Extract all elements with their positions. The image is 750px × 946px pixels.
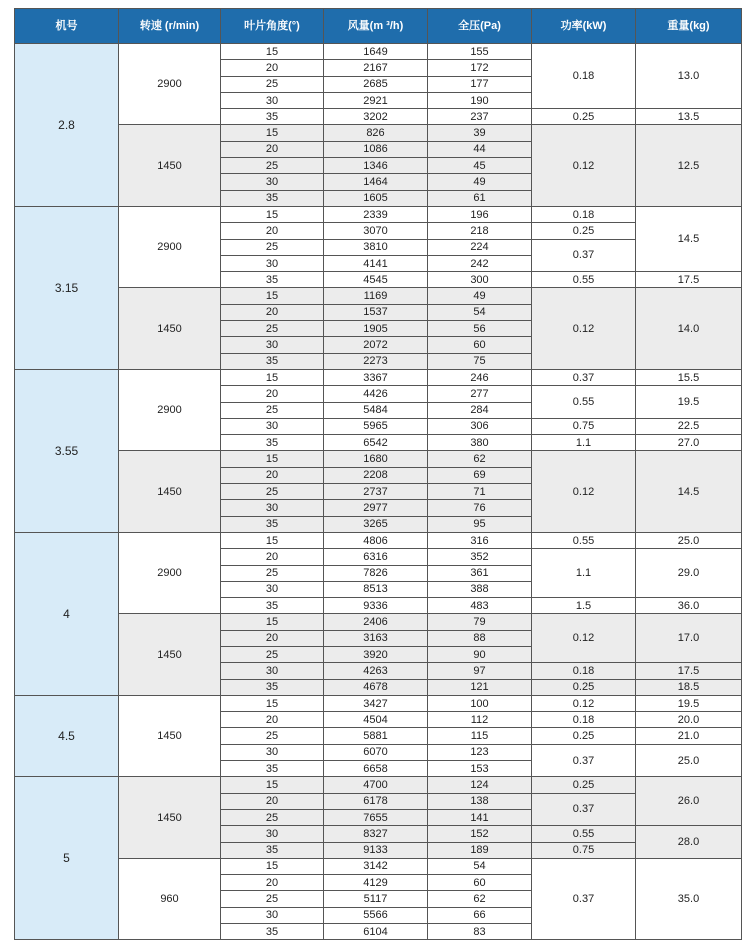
pressure-cell: 237: [428, 109, 532, 125]
speed-cell: 1450: [119, 614, 221, 695]
blade-angle-cell: 15: [221, 695, 324, 711]
power-cell: 0.37: [532, 744, 636, 777]
pressure-cell: 189: [428, 842, 532, 858]
blade-angle-cell: 15: [221, 44, 324, 60]
blade-angle-cell: 25: [221, 809, 324, 825]
blade-angle-cell: 25: [221, 891, 324, 907]
power-cell: 1.1: [532, 435, 636, 451]
airflow-cell: 4263: [324, 663, 428, 679]
blade-angle-cell: 15: [221, 777, 324, 793]
power-cell: 0.37: [532, 239, 636, 272]
table-row: [15, 695, 742, 711]
power-cell: 0.25: [532, 728, 636, 744]
blade-angle-cell: 20: [221, 141, 324, 157]
airflow-cell: 1086: [324, 141, 428, 157]
pressure-cell: 90: [428, 646, 532, 662]
blade-angle-cell: 20: [221, 630, 324, 646]
header-speed: 转速 (r/min): [119, 9, 221, 44]
weight-cell: 35.0: [636, 858, 742, 939]
blade-angle-cell: 35: [221, 598, 324, 614]
airflow-cell: 4426: [324, 386, 428, 402]
power-cell: 0.37: [532, 793, 636, 826]
weight-cell: 36.0: [636, 598, 742, 614]
model-cell: 3.15: [15, 206, 119, 369]
table-row: [15, 206, 742, 222]
table-row: [15, 777, 742, 793]
blade-angle-cell: 35: [221, 679, 324, 695]
pressure-cell: 69: [428, 467, 532, 483]
airflow-cell: 1537: [324, 304, 428, 320]
blade-angle-cell: 15: [221, 206, 324, 222]
pressure-cell: 380: [428, 435, 532, 451]
pressure-cell: 115: [428, 728, 532, 744]
speed-cell: 1450: [119, 288, 221, 369]
pressure-cell: 196: [428, 206, 532, 222]
pressure-cell: 224: [428, 239, 532, 255]
airflow-cell: 2685: [324, 76, 428, 92]
blade-angle-cell: 20: [221, 875, 324, 891]
airflow-cell: 4129: [324, 875, 428, 891]
pressure-cell: 75: [428, 353, 532, 369]
airflow-cell: 5965: [324, 418, 428, 434]
blade-angle-cell: 15: [221, 614, 324, 630]
power-cell: 0.18: [532, 663, 636, 679]
pressure-cell: 152: [428, 826, 532, 842]
speed-cell: 1450: [119, 777, 221, 858]
header-row: [15, 9, 742, 44]
weight-cell: 17.0: [636, 614, 742, 663]
power-cell: 0.75: [532, 418, 636, 434]
power-cell: 0.12: [532, 695, 636, 711]
power-cell: 1.5: [532, 598, 636, 614]
blade-angle-cell: 25: [221, 239, 324, 255]
airflow-cell: 1169: [324, 288, 428, 304]
blade-angle-cell: 15: [221, 451, 324, 467]
speed-cell: 960: [119, 858, 221, 939]
speed-cell: 1450: [119, 451, 221, 532]
table-row: [15, 369, 742, 385]
airflow-cell: 9336: [324, 598, 428, 614]
model-cell: 3.55: [15, 369, 119, 532]
airflow-cell: 4504: [324, 712, 428, 728]
airflow-cell: 2208: [324, 467, 428, 483]
pressure-cell: 49: [428, 288, 532, 304]
weight-cell: 29.0: [636, 549, 742, 598]
blade-angle-cell: 30: [221, 418, 324, 434]
blade-angle-cell: 20: [221, 386, 324, 402]
blade-angle-cell: 20: [221, 304, 324, 320]
blade-angle-cell: 35: [221, 353, 324, 369]
blade-angle-cell: 30: [221, 907, 324, 923]
airflow-cell: 3920: [324, 646, 428, 662]
pressure-cell: 124: [428, 777, 532, 793]
power-cell: 0.12: [532, 614, 636, 663]
airflow-cell: 3810: [324, 239, 428, 255]
pressure-cell: 361: [428, 565, 532, 581]
airflow-cell: 826: [324, 125, 428, 141]
pressure-cell: 306: [428, 418, 532, 434]
pressure-cell: 71: [428, 484, 532, 500]
pressure-cell: 155: [428, 44, 532, 60]
blade-angle-cell: 30: [221, 255, 324, 271]
weight-cell: 14.5: [636, 206, 742, 271]
airflow-cell: 8513: [324, 581, 428, 597]
airflow-cell: 2339: [324, 206, 428, 222]
pressure-cell: 218: [428, 223, 532, 239]
blade-angle-cell: 15: [221, 125, 324, 141]
blade-angle-cell: 25: [221, 321, 324, 337]
power-cell: 0.12: [532, 288, 636, 369]
fan-spec-table: [14, 8, 742, 940]
pressure-cell: 352: [428, 549, 532, 565]
table-row: [15, 125, 742, 141]
airflow-cell: 3265: [324, 516, 428, 532]
blade-angle-cell: 25: [221, 158, 324, 174]
pressure-cell: 95: [428, 516, 532, 532]
weight-cell: 22.5: [636, 418, 742, 434]
airflow-cell: 4678: [324, 679, 428, 695]
table-row: [15, 614, 742, 630]
power-cell: 0.55: [532, 386, 636, 419]
weight-cell: 12.5: [636, 125, 742, 206]
table-body: [15, 44, 742, 940]
pressure-cell: 76: [428, 500, 532, 516]
blade-angle-cell: 20: [221, 223, 324, 239]
airflow-cell: 4700: [324, 777, 428, 793]
blade-angle-cell: 20: [221, 467, 324, 483]
power-cell: 0.75: [532, 842, 636, 858]
blade-angle-cell: 35: [221, 761, 324, 777]
pressure-cell: 190: [428, 92, 532, 108]
pressure-cell: 177: [428, 76, 532, 92]
blade-angle-cell: 25: [221, 728, 324, 744]
weight-cell: 15.5: [636, 369, 742, 385]
airflow-cell: 5881: [324, 728, 428, 744]
power-cell: 0.18: [532, 712, 636, 728]
pressure-cell: 277: [428, 386, 532, 402]
blade-angle-cell: 30: [221, 581, 324, 597]
power-cell: 0.25: [532, 223, 636, 239]
blade-angle-cell: 15: [221, 369, 324, 385]
pressure-cell: 39: [428, 125, 532, 141]
weight-cell: 17.5: [636, 272, 742, 288]
model-cell: 2.8: [15, 44, 119, 207]
airflow-cell: 3142: [324, 858, 428, 874]
pressure-cell: 284: [428, 402, 532, 418]
table-row: [15, 451, 742, 467]
speed-cell: 2900: [119, 44, 221, 125]
airflow-cell: 6658: [324, 761, 428, 777]
blade-angle-cell: 15: [221, 288, 324, 304]
airflow-cell: 7826: [324, 565, 428, 581]
blade-angle-cell: 25: [221, 565, 324, 581]
blade-angle-cell: 35: [221, 190, 324, 206]
pressure-cell: 97: [428, 663, 532, 679]
table-row: [15, 532, 742, 548]
pressure-cell: 56: [428, 321, 532, 337]
power-cell: 0.55: [532, 826, 636, 842]
airflow-cell: 2977: [324, 500, 428, 516]
airflow-cell: 4806: [324, 532, 428, 548]
pressure-cell: 300: [428, 272, 532, 288]
airflow-cell: 7655: [324, 809, 428, 825]
blade-angle-cell: 30: [221, 337, 324, 353]
weight-cell: 26.0: [636, 777, 742, 826]
weight-cell: 17.5: [636, 663, 742, 679]
pressure-cell: 54: [428, 858, 532, 874]
power-cell: 0.25: [532, 679, 636, 695]
airflow-cell: 2406: [324, 614, 428, 630]
power-cell: 0.18: [532, 206, 636, 222]
pressure-cell: 483: [428, 598, 532, 614]
airflow-cell: 6104: [324, 924, 428, 940]
airflow-cell: 1649: [324, 44, 428, 60]
power-cell: 0.37: [532, 858, 636, 939]
airflow-cell: 3070: [324, 223, 428, 239]
blade-angle-cell: 25: [221, 646, 324, 662]
model-cell: 5: [15, 777, 119, 940]
power-cell: 0.25: [532, 777, 636, 793]
header-power: 功率(kW): [532, 9, 636, 44]
pressure-cell: 138: [428, 793, 532, 809]
airflow-cell: 3163: [324, 630, 428, 646]
blade-angle-cell: 30: [221, 500, 324, 516]
pressure-cell: 123: [428, 744, 532, 760]
weight-cell: 13.5: [636, 109, 742, 125]
power-cell: 0.18: [532, 44, 636, 109]
pressure-cell: 121: [428, 679, 532, 695]
blade-angle-cell: 35: [221, 516, 324, 532]
weight-cell: 21.0: [636, 728, 742, 744]
airflow-cell: 1346: [324, 158, 428, 174]
pressure-cell: 79: [428, 614, 532, 630]
power-cell: 1.1: [532, 549, 636, 598]
airflow-cell: 1905: [324, 321, 428, 337]
blade-angle-cell: 20: [221, 549, 324, 565]
weight-cell: 18.5: [636, 679, 742, 695]
pressure-cell: 83: [428, 924, 532, 940]
airflow-cell: 3367: [324, 369, 428, 385]
airflow-cell: 3427: [324, 695, 428, 711]
power-cell: 0.25: [532, 109, 636, 125]
power-cell: 0.12: [532, 125, 636, 206]
model-cell: 4: [15, 532, 119, 695]
airflow-cell: 1680: [324, 451, 428, 467]
speed-cell: 1450: [119, 695, 221, 776]
airflow-cell: 8327: [324, 826, 428, 842]
airflow-cell: 2921: [324, 92, 428, 108]
weight-cell: 13.0: [636, 44, 742, 109]
pressure-cell: 246: [428, 369, 532, 385]
airflow-cell: 1605: [324, 190, 428, 206]
speed-cell: 2900: [119, 369, 221, 450]
blade-angle-cell: 25: [221, 76, 324, 92]
weight-cell: 25.0: [636, 744, 742, 777]
pressure-cell: 44: [428, 141, 532, 157]
airflow-cell: 2167: [324, 60, 428, 76]
weight-cell: 14.5: [636, 451, 742, 532]
pressure-cell: 141: [428, 809, 532, 825]
airflow-cell: 6178: [324, 793, 428, 809]
pressure-cell: 60: [428, 875, 532, 891]
blade-angle-cell: 30: [221, 663, 324, 679]
header-weight: 重量(kg): [636, 9, 742, 44]
pressure-cell: 172: [428, 60, 532, 76]
blade-angle-cell: 30: [221, 744, 324, 760]
weight-cell: 19.5: [636, 386, 742, 419]
spec-table-container: [14, 8, 741, 940]
pressure-cell: 100: [428, 695, 532, 711]
airflow-cell: 1464: [324, 174, 428, 190]
weight-cell: 20.0: [636, 712, 742, 728]
header-blade-angle: 叶片角度(°): [221, 9, 324, 44]
header-model: 机号: [15, 9, 119, 44]
table-row: [15, 858, 742, 874]
blade-angle-cell: 30: [221, 174, 324, 190]
power-cell: 0.12: [532, 451, 636, 532]
blade-angle-cell: 35: [221, 435, 324, 451]
table-header: [15, 9, 742, 44]
pressure-cell: 45: [428, 158, 532, 174]
header-airflow: 风量(m ³/h): [324, 9, 428, 44]
blade-angle-cell: 35: [221, 272, 324, 288]
airflow-cell: 6542: [324, 435, 428, 451]
airflow-cell: 5566: [324, 907, 428, 923]
airflow-cell: 3202: [324, 109, 428, 125]
pressure-cell: 62: [428, 891, 532, 907]
blade-angle-cell: 35: [221, 924, 324, 940]
blade-angle-cell: 35: [221, 109, 324, 125]
pressure-cell: 112: [428, 712, 532, 728]
power-cell: 0.55: [532, 272, 636, 288]
blade-angle-cell: 30: [221, 826, 324, 842]
weight-cell: 19.5: [636, 695, 742, 711]
blade-angle-cell: 20: [221, 712, 324, 728]
pressure-cell: 88: [428, 630, 532, 646]
weight-cell: 28.0: [636, 826, 742, 859]
pressure-cell: 66: [428, 907, 532, 923]
airflow-cell: 4545: [324, 272, 428, 288]
blade-angle-cell: 35: [221, 842, 324, 858]
speed-cell: 2900: [119, 532, 221, 613]
table-row: [15, 44, 742, 60]
weight-cell: 25.0: [636, 532, 742, 548]
airflow-cell: 4141: [324, 255, 428, 271]
pressure-cell: 62: [428, 451, 532, 467]
pressure-cell: 316: [428, 532, 532, 548]
pressure-cell: 153: [428, 761, 532, 777]
blade-angle-cell: 30: [221, 92, 324, 108]
blade-angle-cell: 25: [221, 402, 324, 418]
blade-angle-cell: 15: [221, 858, 324, 874]
speed-cell: 2900: [119, 206, 221, 287]
blade-angle-cell: 20: [221, 793, 324, 809]
blade-angle-cell: 25: [221, 484, 324, 500]
pressure-cell: 388: [428, 581, 532, 597]
speed-cell: 1450: [119, 125, 221, 206]
airflow-cell: 6070: [324, 744, 428, 760]
airflow-cell: 6316: [324, 549, 428, 565]
airflow-cell: 2273: [324, 353, 428, 369]
table-row: [15, 288, 742, 304]
header-pressure: 全压(Pa): [428, 9, 532, 44]
airflow-cell: 5484: [324, 402, 428, 418]
pressure-cell: 60: [428, 337, 532, 353]
pressure-cell: 61: [428, 190, 532, 206]
power-cell: 0.55: [532, 532, 636, 548]
airflow-cell: 2737: [324, 484, 428, 500]
weight-cell: 14.0: [636, 288, 742, 369]
weight-cell: 27.0: [636, 435, 742, 451]
power-cell: 0.37: [532, 369, 636, 385]
pressure-cell: 49: [428, 174, 532, 190]
blade-angle-cell: 20: [221, 60, 324, 76]
blade-angle-cell: 15: [221, 532, 324, 548]
pressure-cell: 242: [428, 255, 532, 271]
airflow-cell: 5117: [324, 891, 428, 907]
pressure-cell: 54: [428, 304, 532, 320]
airflow-cell: 2072: [324, 337, 428, 353]
model-cell: 4.5: [15, 695, 119, 776]
airflow-cell: 9133: [324, 842, 428, 858]
